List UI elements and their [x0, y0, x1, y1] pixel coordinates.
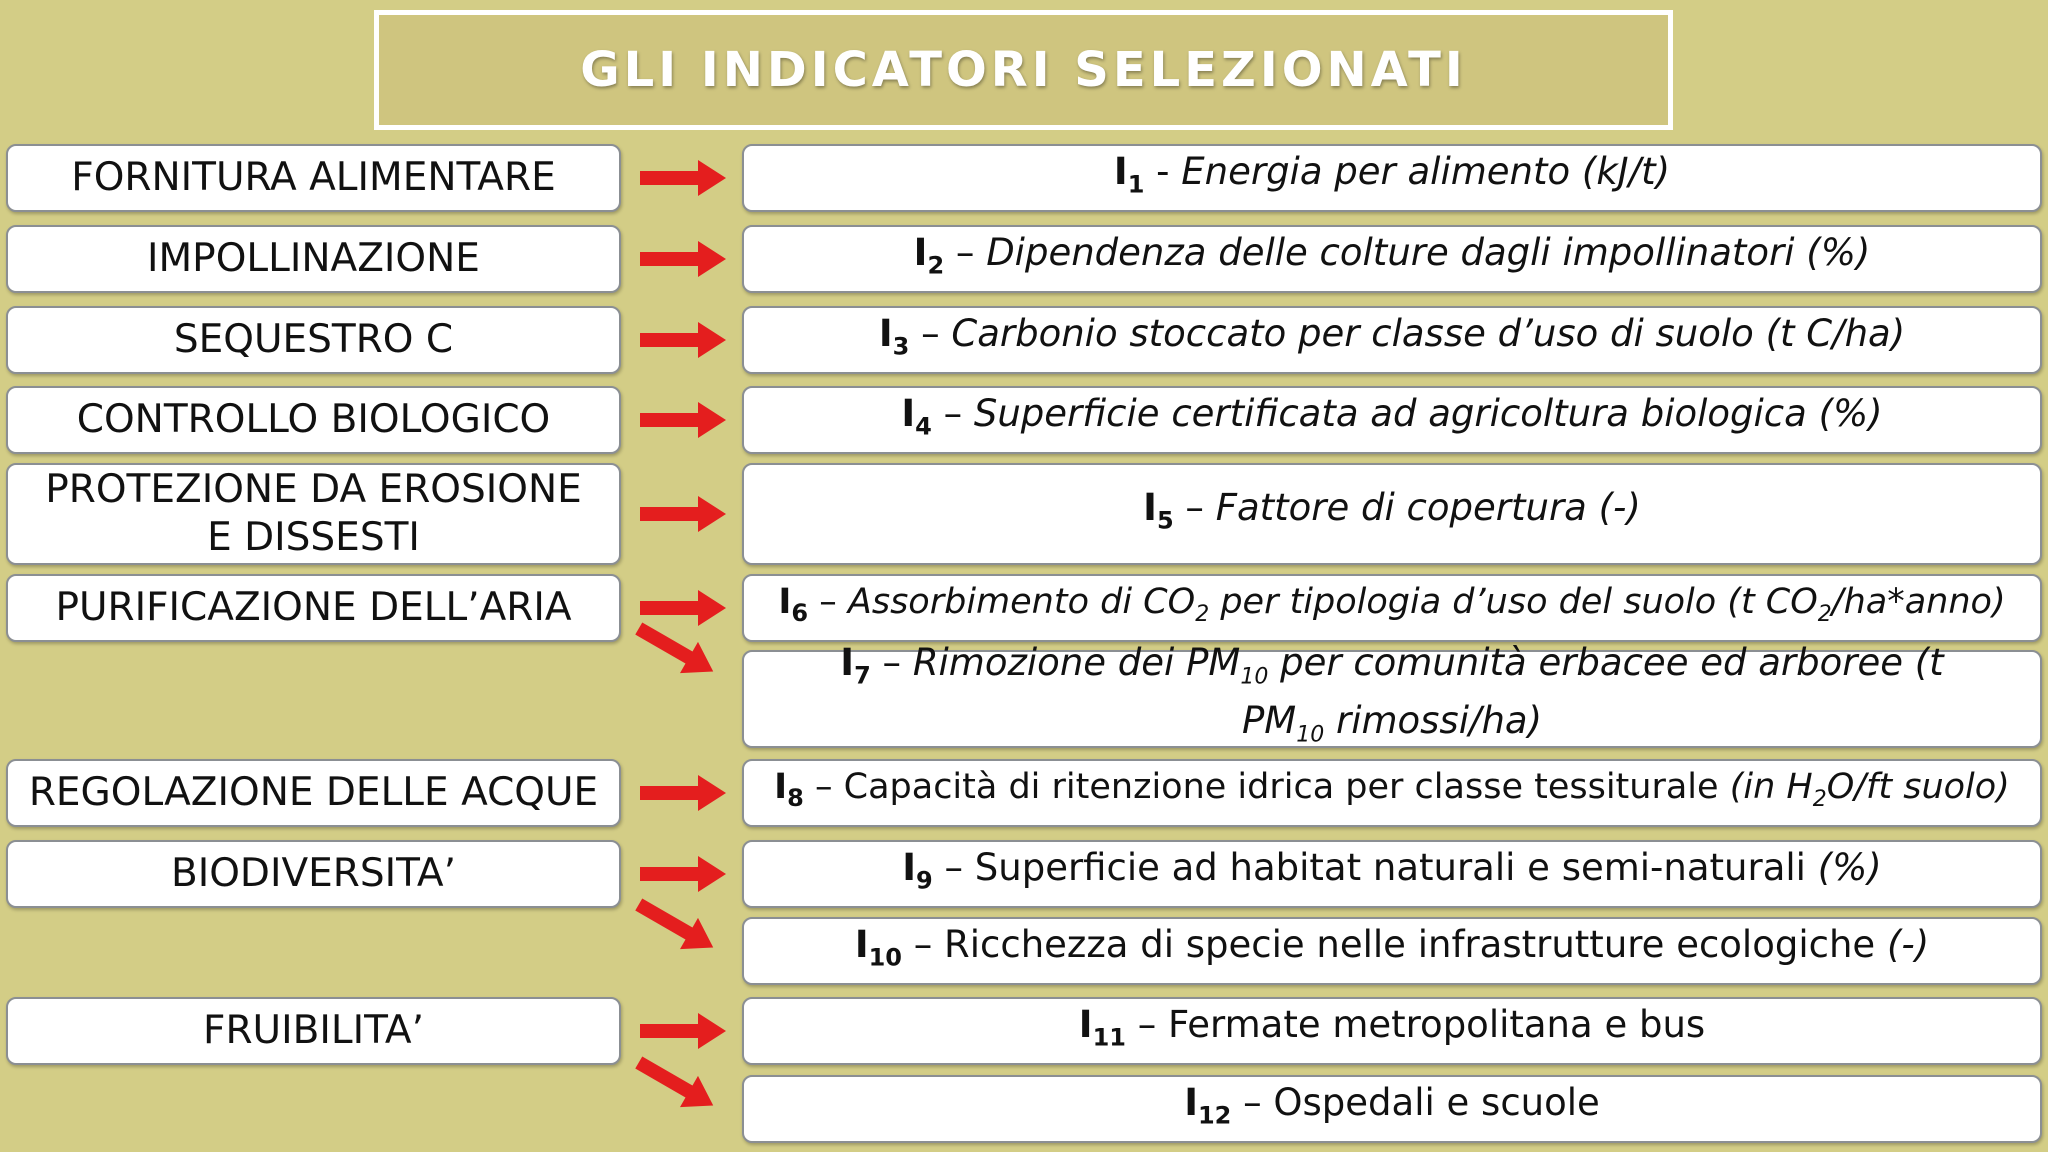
service-box-fornitura-alimentare: [6, 144, 621, 212]
service-label: FORNITURA ALIMENTARE: [71, 155, 556, 200]
indicator-text: Rimozione dei $PM_{10}$ per comunità erbacee ed arboree (t $PM_{10}$ rimossi/ha): [912, 640, 1944, 748]
arrow-right-icon: [640, 496, 726, 532]
service-box-protezione-erosione: [6, 463, 621, 565]
indicator-code: $I_9$: [902, 845, 933, 895]
indicator-text: Fermate metropolitana e bus: [1168, 1002, 1706, 1046]
service-box-purificazione-aria: [6, 574, 621, 642]
indicator-code: $I_5$: [1143, 485, 1174, 535]
indicator-code: $I_4$: [901, 391, 932, 441]
arrow-right-icon: [640, 775, 726, 811]
indicator-text: Capacità di ritenzione idrica per classe tessiturale: [843, 766, 1730, 807]
indicator-code: $I_7$: [840, 640, 871, 689]
service-label: IMPOLLINAZIONE: [147, 236, 480, 281]
indicator-box-12: $I_{12}$ – Ospedali e scuole: [742, 1075, 2042, 1143]
slide-title: GLI INDICATORI SELEZIONATI: [580, 42, 1467, 98]
indicator-text: Energia per alimento (kJ/t): [1181, 149, 1671, 193]
indicator-unit: (-): [1886, 922, 1930, 966]
arrow-right-icon: [640, 1013, 726, 1049]
indicator-code: $I_3$: [878, 311, 910, 361]
indicator-box-6: $I_6$ – Assorbimento di $CO_2$ per tipologia d’uso del suolo (t $CO_2/ha*anno$): [742, 574, 2042, 642]
indicator-code: $I_1$: [1113, 149, 1145, 199]
service-box-impollinazione: [6, 225, 621, 293]
service-label: BIODIVERSITA’: [170, 851, 457, 896]
arrow-down-right-icon: [633, 908, 719, 944]
service-label: REGOLAZIONE DELLE ACQUE: [28, 770, 599, 815]
indicator-text: Assorbimento di $CO_2$ per tipologia d’uso del suolo (t $CO_2/ha*anno$): [847, 581, 2006, 627]
indicator-text: Fattore di copertura (-): [1215, 485, 1641, 529]
indicator-text: Ricchezza di specie nelle infrastrutture ecologiche: [944, 922, 1887, 966]
indicator-box-5: $I_5$ – Fattore di copertura (-): [742, 463, 2042, 565]
indicator-box-7: $I_7$ – Rimozione dei $PM_{10}$ per comunità erbacee ed arboree (t $PM_{10}$ rimossi/ha): [742, 650, 2042, 748]
indicator-text: Carbonio stoccato per classe d’uso di suolo (t C/ha): [951, 311, 1906, 355]
indicator-box-1: $I_1$ - Energia per alimento (kJ/t): [742, 144, 2042, 212]
indicator-box-3: $I_3$ – Carbonio stoccato per classe d’uso di suolo (t C/ha): [742, 306, 2042, 374]
service-box-sequestro-c: [6, 306, 621, 374]
service-label: PURIFICAZIONE DELL’ARIA: [55, 585, 572, 630]
service-box-fruibilita: [6, 997, 621, 1065]
arrow-right-icon: [640, 322, 726, 358]
title-box: [374, 10, 1673, 130]
arrow-right-icon: [640, 856, 726, 892]
indicator-box-8: $I_8$ – Capacità di ritenzione idrica per classe tessiturale (in $H_2O/ft$ suolo): [742, 759, 2042, 827]
arrow-right-icon: [640, 241, 726, 277]
indicator-box-9: $I_9$ – Superficie ad habitat naturali e semi-naturali (%): [742, 840, 2042, 908]
indicator-code: $I_{12}$: [1184, 1080, 1232, 1130]
indicator-code: $I_{11}$: [1078, 1002, 1126, 1052]
indicator-text: Superficie certificata ad agricoltura biologica (%): [973, 391, 1883, 435]
arrow-down-right-icon: [633, 632, 719, 668]
indicator-box-4: $I_4$ – Superficie certificata ad agricoltura biologica (%): [742, 386, 2042, 454]
service-box-regolazione-acque: [6, 759, 621, 827]
service-label: CONTROLLO BIOLOGICO: [76, 397, 551, 442]
service-label: SEQUESTRO C: [173, 317, 454, 362]
indicator-code: $I_6$: [778, 581, 809, 627]
indicator-box-10: $I_{10}$ – Ricchezza di specie nelle infrastrutture ecologiche (-): [742, 917, 2042, 985]
indicator-unit: (in $H_2O/ft$ suolo): [1729, 766, 2010, 812]
service-label: PROTEZIONE DA EROSIONE E DISSESTI: [45, 467, 582, 560]
arrow-down-right-icon: [633, 1066, 719, 1102]
arrow-right-icon: [640, 590, 726, 626]
arrow-right-icon: [640, 160, 726, 196]
indicator-code: $I_{10}$: [854, 922, 903, 972]
indicator-code: $I_8$: [774, 766, 804, 812]
indicator-unit: (%): [1817, 845, 1882, 889]
indicator-text: Dipendenza delle colture dagli impollinatori (%): [986, 230, 1871, 274]
indicator-box-2: $I_2$ – Dipendenza delle colture dagli impollinatori (%): [742, 225, 2042, 293]
indicator-text: Superficie ad habitat naturali e semi-naturali: [974, 845, 1818, 889]
indicator-code: $I_2$: [913, 230, 945, 280]
arrow-right-icon: [640, 402, 726, 438]
service-box-controllo-biologico: [6, 386, 621, 454]
service-box-biodiversita: [6, 840, 621, 908]
indicator-box-11: $I_{11}$ – Fermate metropolitana e bus: [742, 997, 2042, 1065]
service-label: FRUIBILITA’: [203, 1008, 424, 1053]
indicator-text: Ospedali e scuole: [1273, 1080, 1600, 1124]
